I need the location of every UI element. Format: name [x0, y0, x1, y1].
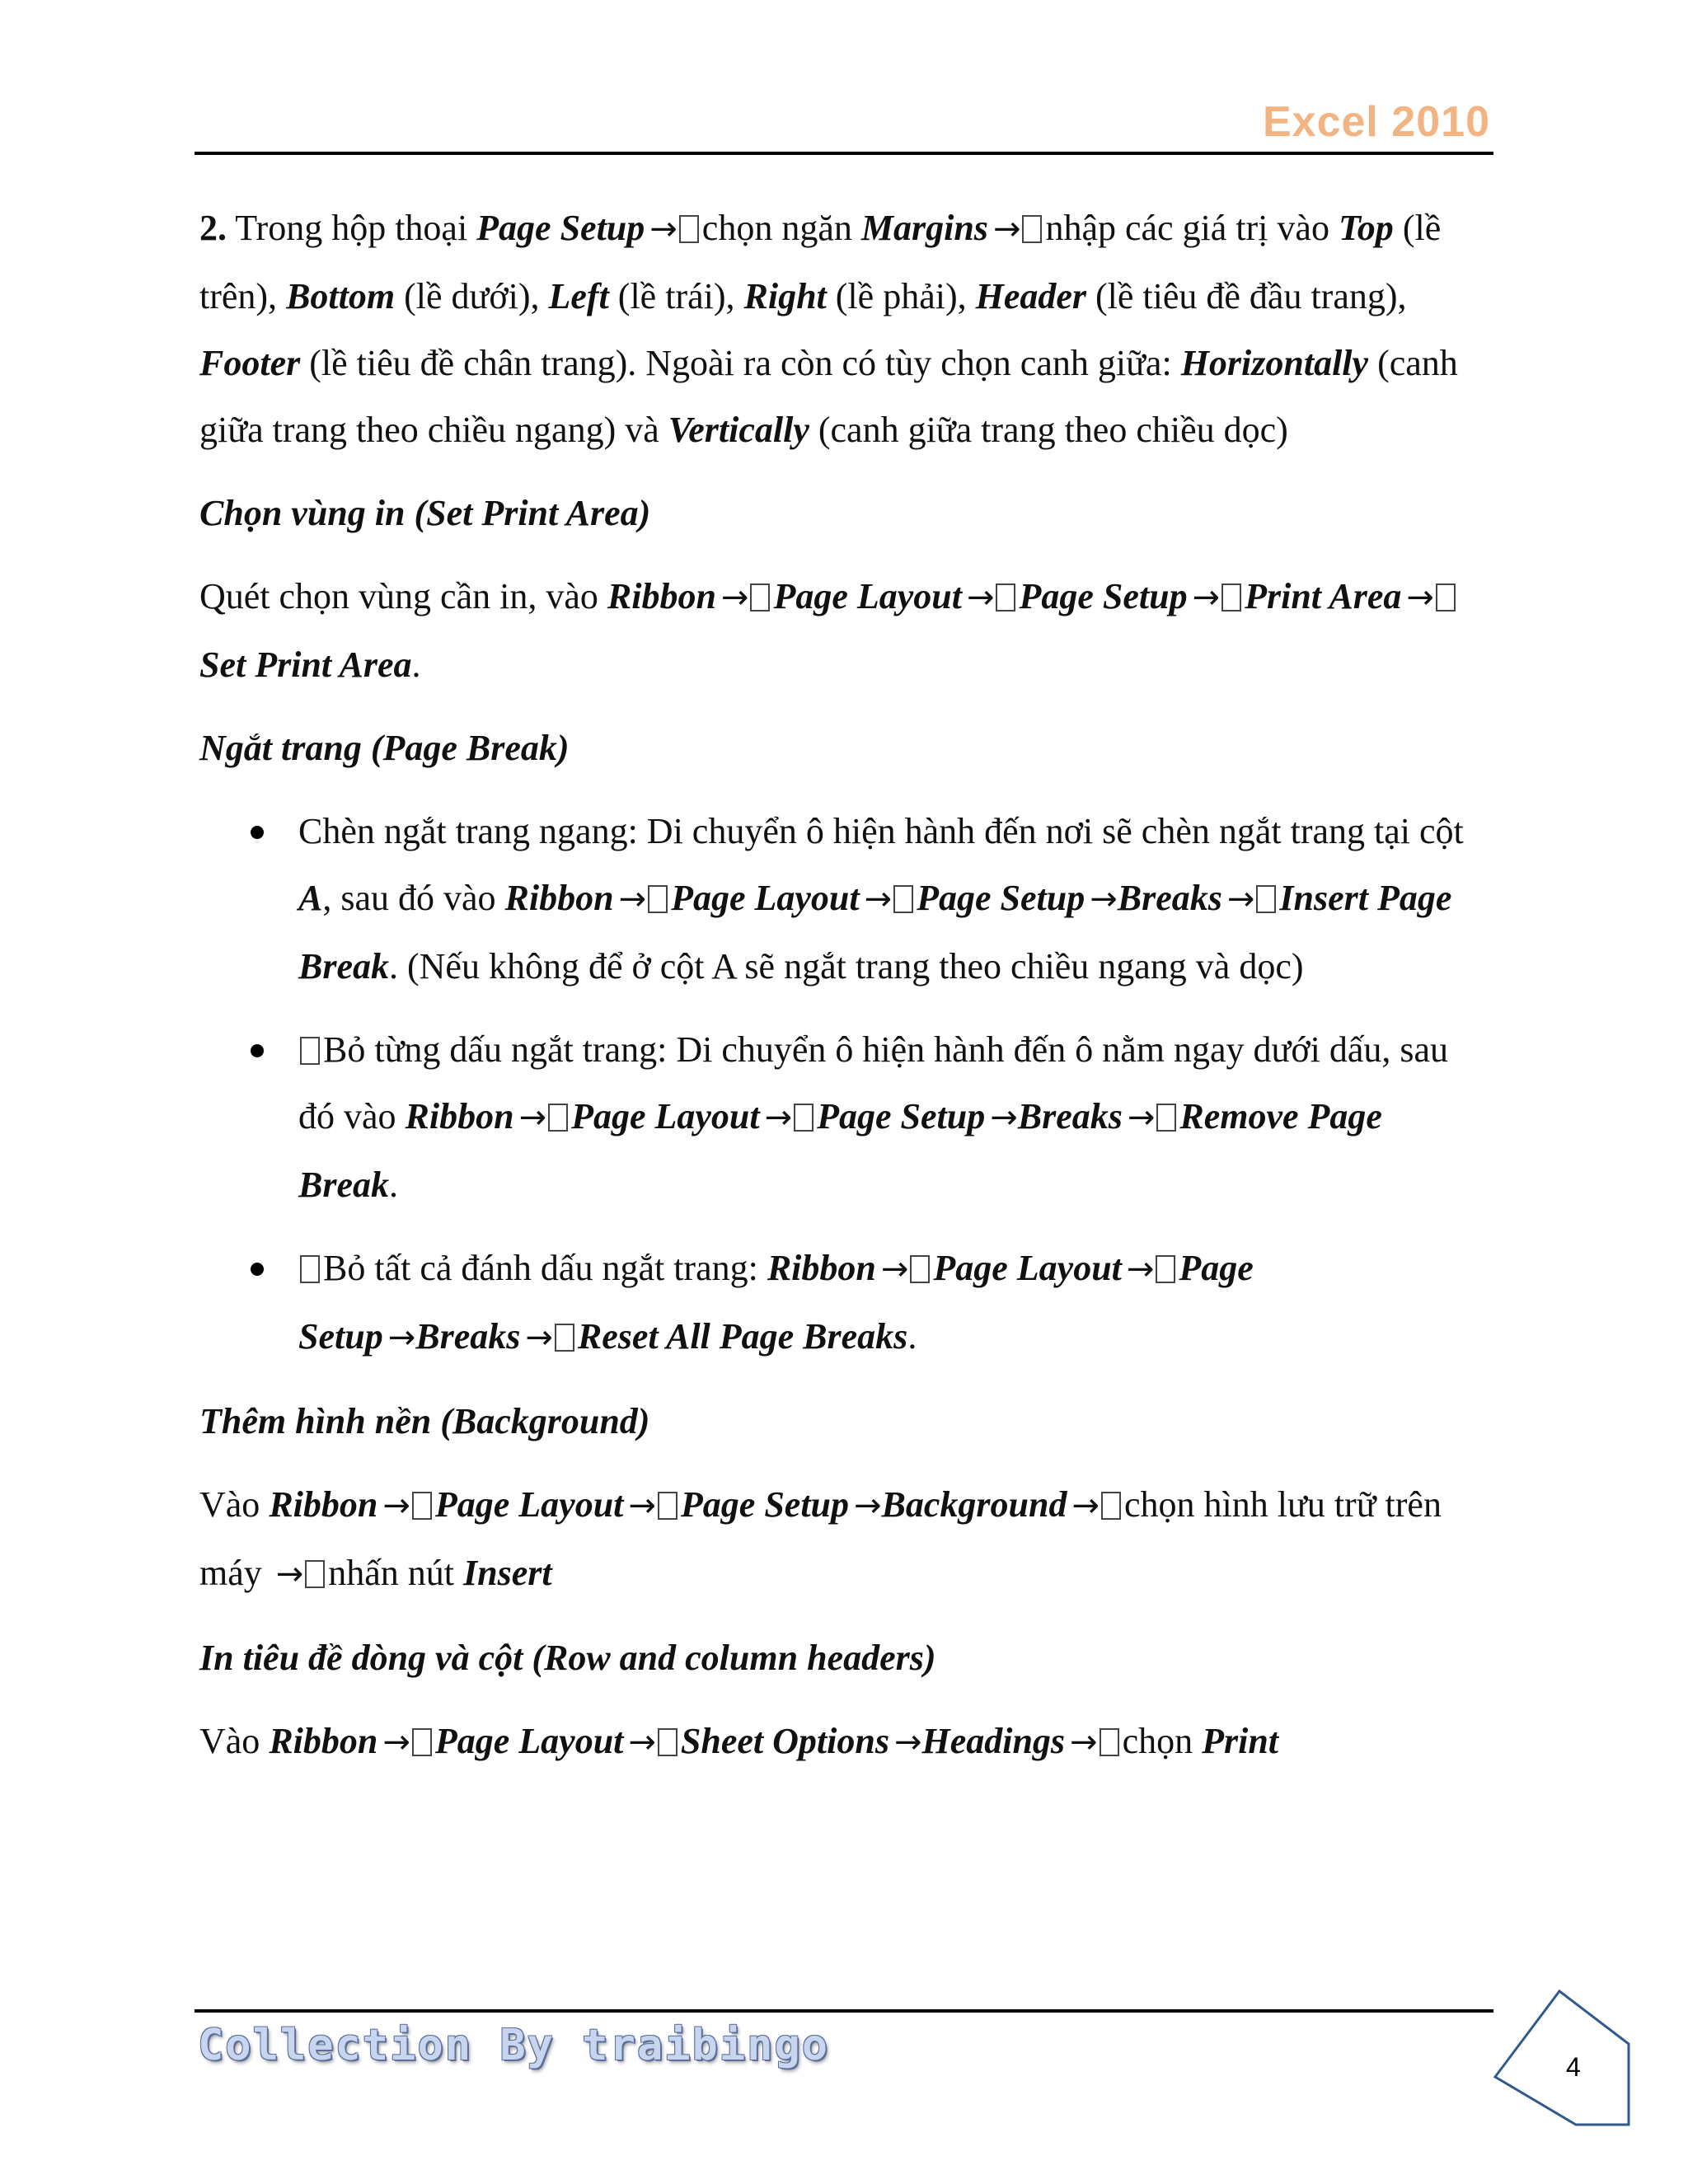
arrow-icon: →: [525, 1319, 553, 1357]
term-page-layout: Page Layout: [434, 1484, 624, 1525]
missing-glyph-icon: [1256, 885, 1276, 913]
term-page-setup: Page Setup: [1019, 576, 1188, 616]
term-ribbon: Ribbon: [269, 1484, 378, 1525]
paragraph-print-area: [199, 563, 1485, 698]
text-run: chọn hình lưu trữ trên máy: [199, 1484, 1442, 1593]
arrow-icon: →: [764, 1099, 793, 1137]
document-body: [199, 194, 1485, 1793]
missing-glyph-icon: [794, 1104, 814, 1132]
text-run: Chèn ngắt trang ngang: Di chuyển ô hiện hành đến nơi sẽ chèn ngắt trang tại cột: [298, 811, 1464, 851]
text-run: (canh giữa trang theo chiều ngang) và: [199, 343, 1458, 450]
list-item: [199, 1016, 1485, 1218]
missing-glyph-icon: [1156, 1104, 1176, 1132]
missing-glyph-icon: [412, 1728, 432, 1756]
term-page-setup: Page Setup: [298, 1248, 1254, 1357]
arrow-icon: →: [618, 880, 647, 918]
term-page-layout: Page Layout: [773, 576, 962, 616]
term-top: Top: [1338, 208, 1394, 248]
term-headings: Headings: [921, 1721, 1066, 1761]
missing-glyph-icon: [1022, 215, 1042, 243]
arrow-icon: →: [628, 1487, 656, 1525]
text-run: Bỏ tất cả đánh dấu ngắt trang:: [323, 1248, 767, 1288]
text-run: Bỏ từng dấu ngắt trang: Di chuyển ô hiện hành đến ô nằm ngay dưới dấu, sau đó vào: [298, 1029, 1449, 1137]
missing-glyph-icon: [300, 1037, 320, 1065]
paragraph-headings: [199, 1708, 1485, 1776]
term-left: Left: [548, 276, 609, 316]
term-page-setup: Page Setup: [917, 878, 1085, 918]
term-ribbon: Ribbon: [767, 1248, 876, 1288]
term-insert-page-break: Insert Page Break: [298, 878, 1452, 987]
heading-page-break: Ngắt trang (Page Break): [199, 728, 570, 768]
term-right: Right: [743, 276, 827, 316]
footer-credit: Collection By traibingo: [198, 2021, 830, 2070]
missing-glyph-icon: [658, 1728, 678, 1756]
missing-glyph-icon: [750, 583, 770, 612]
arrow-icon: →: [880, 1250, 909, 1288]
arrow-icon: →: [628, 1723, 656, 1761]
bullet-icon: [251, 1263, 264, 1276]
term-footer: Footer: [199, 343, 301, 383]
list-item: [199, 798, 1485, 1000]
arrow-icon: →: [1126, 1250, 1155, 1288]
arrow-icon: →: [1070, 1723, 1098, 1761]
paragraph-margins: [199, 194, 1485, 463]
missing-glyph-icon: [300, 1255, 320, 1283]
missing-glyph-icon: [305, 1560, 325, 1588]
heading-row-column-headers: In tiêu đề dòng và cột (Row and column headers): [199, 1638, 936, 1678]
missing-glyph-icon: [555, 1324, 574, 1352]
text-run: . (Nếu không để ở cột A sẽ ngắt trang theo chiều ngang và dọc): [389, 946, 1304, 987]
term-reset-all-page-breaks: Reset All Page Breaks: [577, 1316, 908, 1357]
arrow-icon: →: [275, 1555, 304, 1593]
text-run: Quét chọn vùng cần in, vào: [199, 576, 607, 616]
text-run: chọn: [1122, 1721, 1203, 1761]
term-page-layout: Page Layout: [434, 1721, 624, 1761]
arrow-icon: →: [864, 880, 893, 918]
term-print-area: Print Area: [1245, 576, 1402, 616]
arrow-icon: →: [720, 579, 749, 616]
text-run: (lề tiêu đề chân trang). Ngoài ra còn có tùy chọn canh giữa:: [300, 343, 1181, 383]
term-page-layout: Page Layout: [933, 1248, 1122, 1288]
arrow-icon: →: [990, 1099, 1018, 1137]
term-page-setup: Page Setup: [680, 1484, 850, 1525]
text-run: nhập các giá trị vào: [1045, 208, 1339, 248]
arrow-icon: →: [382, 1723, 410, 1761]
missing-glyph-icon: [1221, 583, 1241, 612]
term-page-layout: Page Layout: [571, 1096, 760, 1137]
term-breaks: Breaks: [415, 1316, 521, 1357]
missing-glyph-icon: [1156, 1255, 1175, 1283]
text-run: (lề phải),: [826, 276, 976, 316]
step-number: 2.: [199, 208, 227, 248]
page-number: 4: [1566, 2052, 1581, 2082]
term-breaks: Breaks: [1117, 878, 1222, 918]
missing-glyph-icon: [648, 885, 668, 913]
term-breaks: Breaks: [1017, 1096, 1123, 1137]
arrow-icon: →: [649, 210, 678, 248]
heading-background: Thêm hình nền (Background): [199, 1401, 650, 1441]
footer-rule: [195, 2009, 1493, 2013]
header-rule: [195, 152, 1493, 155]
missing-glyph-icon: [412, 1492, 432, 1520]
paragraph-background: [199, 1471, 1485, 1608]
term-page-setup: Page Setup: [476, 208, 645, 248]
arrow-icon: →: [387, 1319, 416, 1357]
text-run: (canh giữa trang theo chiều dọc): [809, 410, 1288, 450]
term-print: Print: [1202, 1721, 1279, 1761]
missing-glyph-icon: [910, 1255, 930, 1283]
missing-glyph-icon: [893, 885, 913, 913]
term-background: Background: [881, 1484, 1067, 1525]
arrow-icon: →: [1127, 1099, 1156, 1137]
text-run: Vào: [199, 1721, 270, 1761]
text-run: .: [389, 1165, 398, 1205]
term-ribbon: Ribbon: [504, 878, 614, 918]
arrow-icon: →: [382, 1487, 410, 1525]
arrow-icon: →: [1090, 880, 1118, 918]
arrow-icon: →: [1192, 579, 1221, 616]
arrow-icon: →: [893, 1723, 922, 1761]
missing-glyph-icon: [679, 215, 699, 243]
header-title: Excel 2010: [1262, 98, 1490, 146]
text-run: (lề trên),: [199, 208, 1442, 316]
term-ribbon: Ribbon: [269, 1721, 378, 1761]
term-ribbon: Ribbon: [405, 1096, 514, 1137]
text-run: , sau đó vào: [322, 878, 505, 918]
missing-glyph-icon: [1101, 1492, 1121, 1520]
bullet-icon: [251, 826, 264, 839]
term-bottom: Bottom: [286, 276, 396, 316]
term-page-layout: Page Layout: [671, 878, 860, 918]
term-vertically: Vertically: [668, 410, 809, 450]
text-run: .: [411, 644, 421, 685]
term-sheet-options: Sheet Options: [680, 1721, 889, 1761]
arrow-icon: →: [966, 579, 995, 616]
term-margins: Margins: [860, 208, 988, 248]
arrow-icon: →: [518, 1099, 547, 1137]
term-insert: Insert: [463, 1553, 552, 1593]
term-a: A: [298, 878, 323, 918]
page-number-badge-icon: [1484, 1986, 1632, 2135]
missing-glyph-icon: [548, 1104, 568, 1132]
arrow-icon: →: [1406, 579, 1434, 616]
term-ribbon: Ribbon: [607, 576, 716, 616]
arrow-icon: →: [992, 210, 1021, 248]
text-run: (lề tiêu đề đầu trang),: [1086, 276, 1407, 316]
missing-glyph-icon: [996, 583, 1015, 612]
text-run: (lề trái),: [608, 276, 744, 316]
text-run: (lề dưới),: [395, 276, 549, 316]
arrow-icon: →: [1226, 880, 1255, 918]
missing-glyph-icon: [1100, 1728, 1119, 1756]
text-run: nhấn nút: [328, 1553, 464, 1593]
term-set-print-area: Set Print Area: [199, 644, 412, 685]
missing-glyph-icon: [658, 1492, 678, 1520]
text-run: Trong hộp thoại: [227, 208, 477, 248]
text-run: Vào: [199, 1484, 270, 1525]
text-run: .: [907, 1316, 917, 1357]
term-remove-page-break: Remove Page Break: [298, 1096, 1382, 1205]
bullet-icon: [251, 1044, 264, 1057]
term-horizontally: Horizontally: [1180, 343, 1369, 383]
missing-glyph-icon: [1436, 583, 1456, 612]
arrow-icon: →: [854, 1487, 882, 1525]
text-run: chọn ngăn: [701, 208, 861, 248]
heading-set-print-area: Chọn vùng in (Set Print Area): [199, 493, 651, 533]
term-page-setup: Page Setup: [817, 1096, 986, 1137]
term-header: Header: [975, 276, 1086, 316]
page-break-list: [199, 798, 1485, 1371]
list-item: [199, 1235, 1485, 1371]
arrow-icon: →: [1071, 1487, 1100, 1525]
